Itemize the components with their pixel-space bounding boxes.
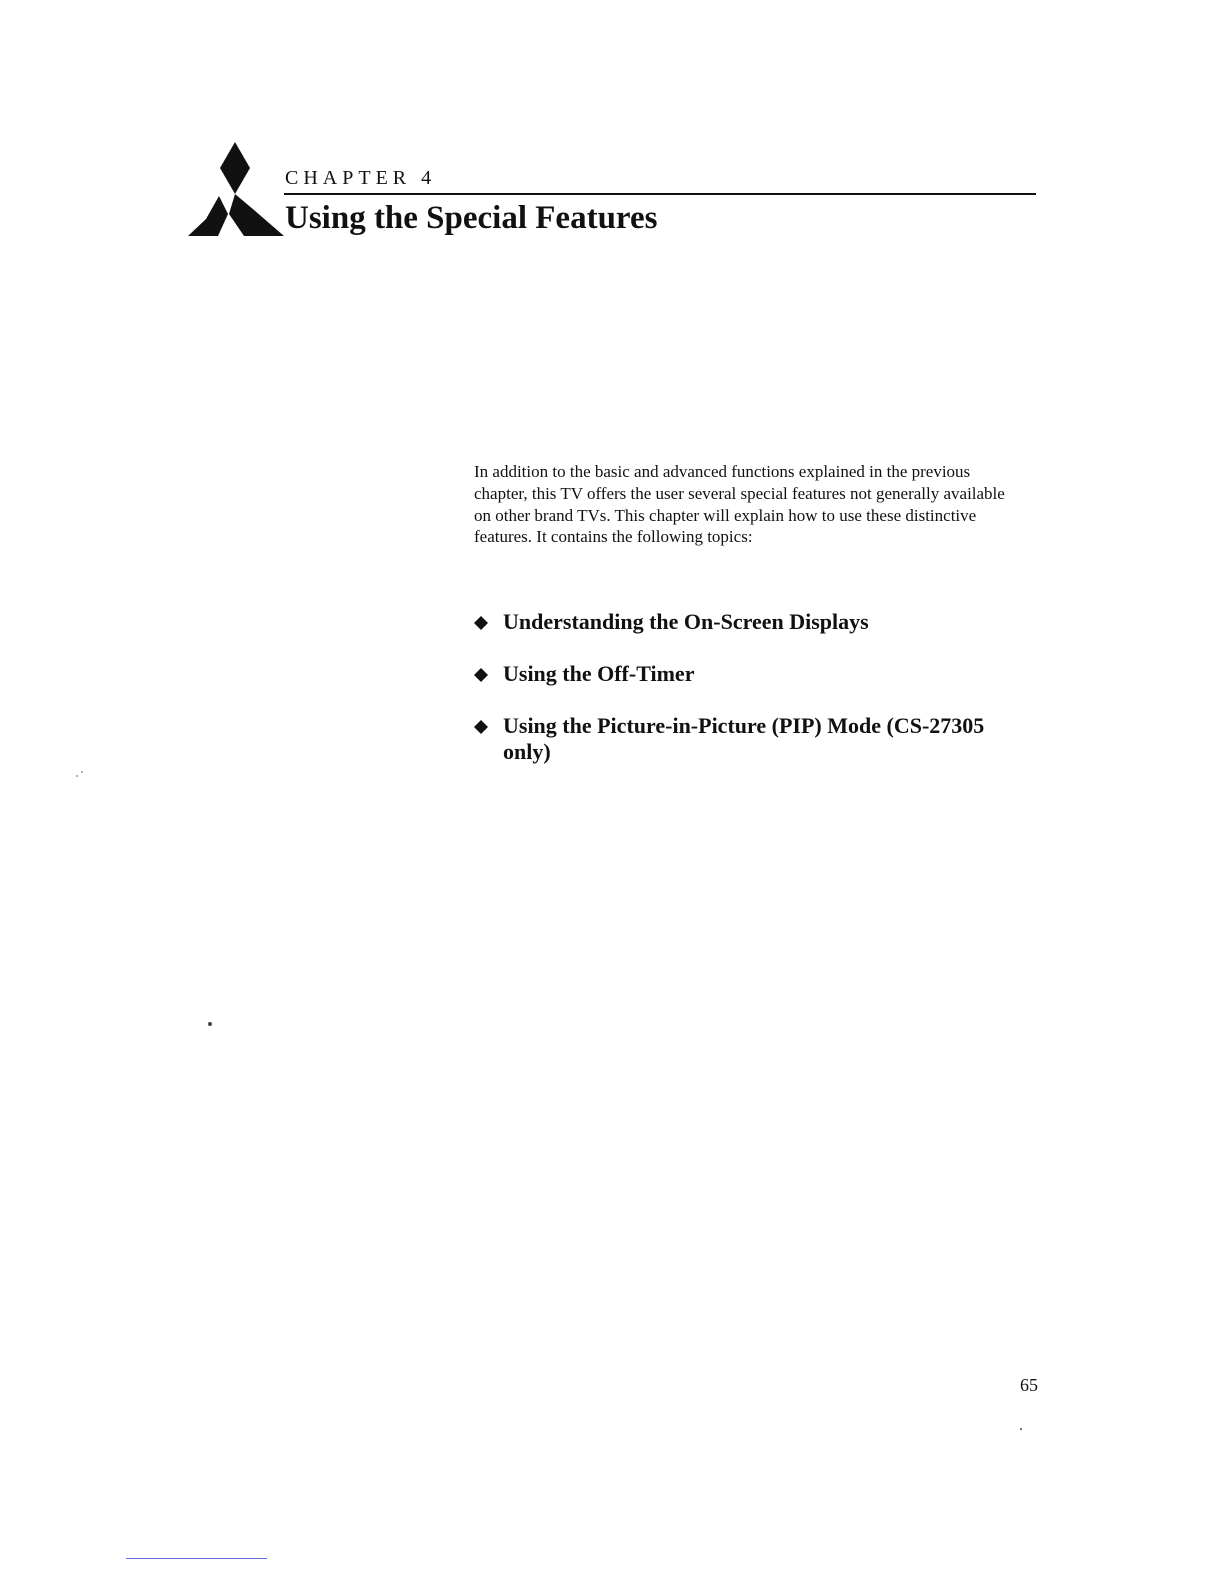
diamond-bullet-icon bbox=[474, 668, 488, 682]
topic-list bbox=[474, 609, 1034, 791]
scan-speck bbox=[1020, 1428, 1022, 1430]
topic-label: Using the Off-Timer bbox=[503, 661, 695, 686]
topic-label: Using the Picture-in-Picture (PIP) Mode (CS-27305 only) bbox=[503, 713, 985, 764]
bottom-rule bbox=[126, 1558, 267, 1559]
topic-label: Understanding the On-Screen Displays bbox=[503, 609, 869, 634]
scan-speck bbox=[208, 1022, 212, 1026]
intro-paragraph: In addition to the basic and advanced functions explained in the previous chapter, this TV offers the user several special features not generally available on other brand TVs. This chapter will explain how to use these distinctive features. It contains the following topics: bbox=[474, 462, 1005, 547]
diamond-bullet-icon bbox=[474, 720, 488, 734]
topic-item bbox=[474, 713, 1034, 765]
chapter-divider bbox=[284, 193, 1036, 195]
scan-speck bbox=[81, 771, 83, 773]
three-diamond-logo-icon bbox=[188, 142, 284, 236]
scan-speck bbox=[76, 775, 78, 777]
page-number: 65 bbox=[1020, 1375, 1038, 1395]
topic-item bbox=[474, 661, 1034, 687]
diamond-bullet-icon bbox=[474, 616, 488, 630]
topic-item bbox=[474, 609, 1034, 635]
chapter-label: CHAPTER 4 bbox=[285, 167, 437, 189]
chapter-title: Using the Special Features bbox=[285, 200, 658, 236]
